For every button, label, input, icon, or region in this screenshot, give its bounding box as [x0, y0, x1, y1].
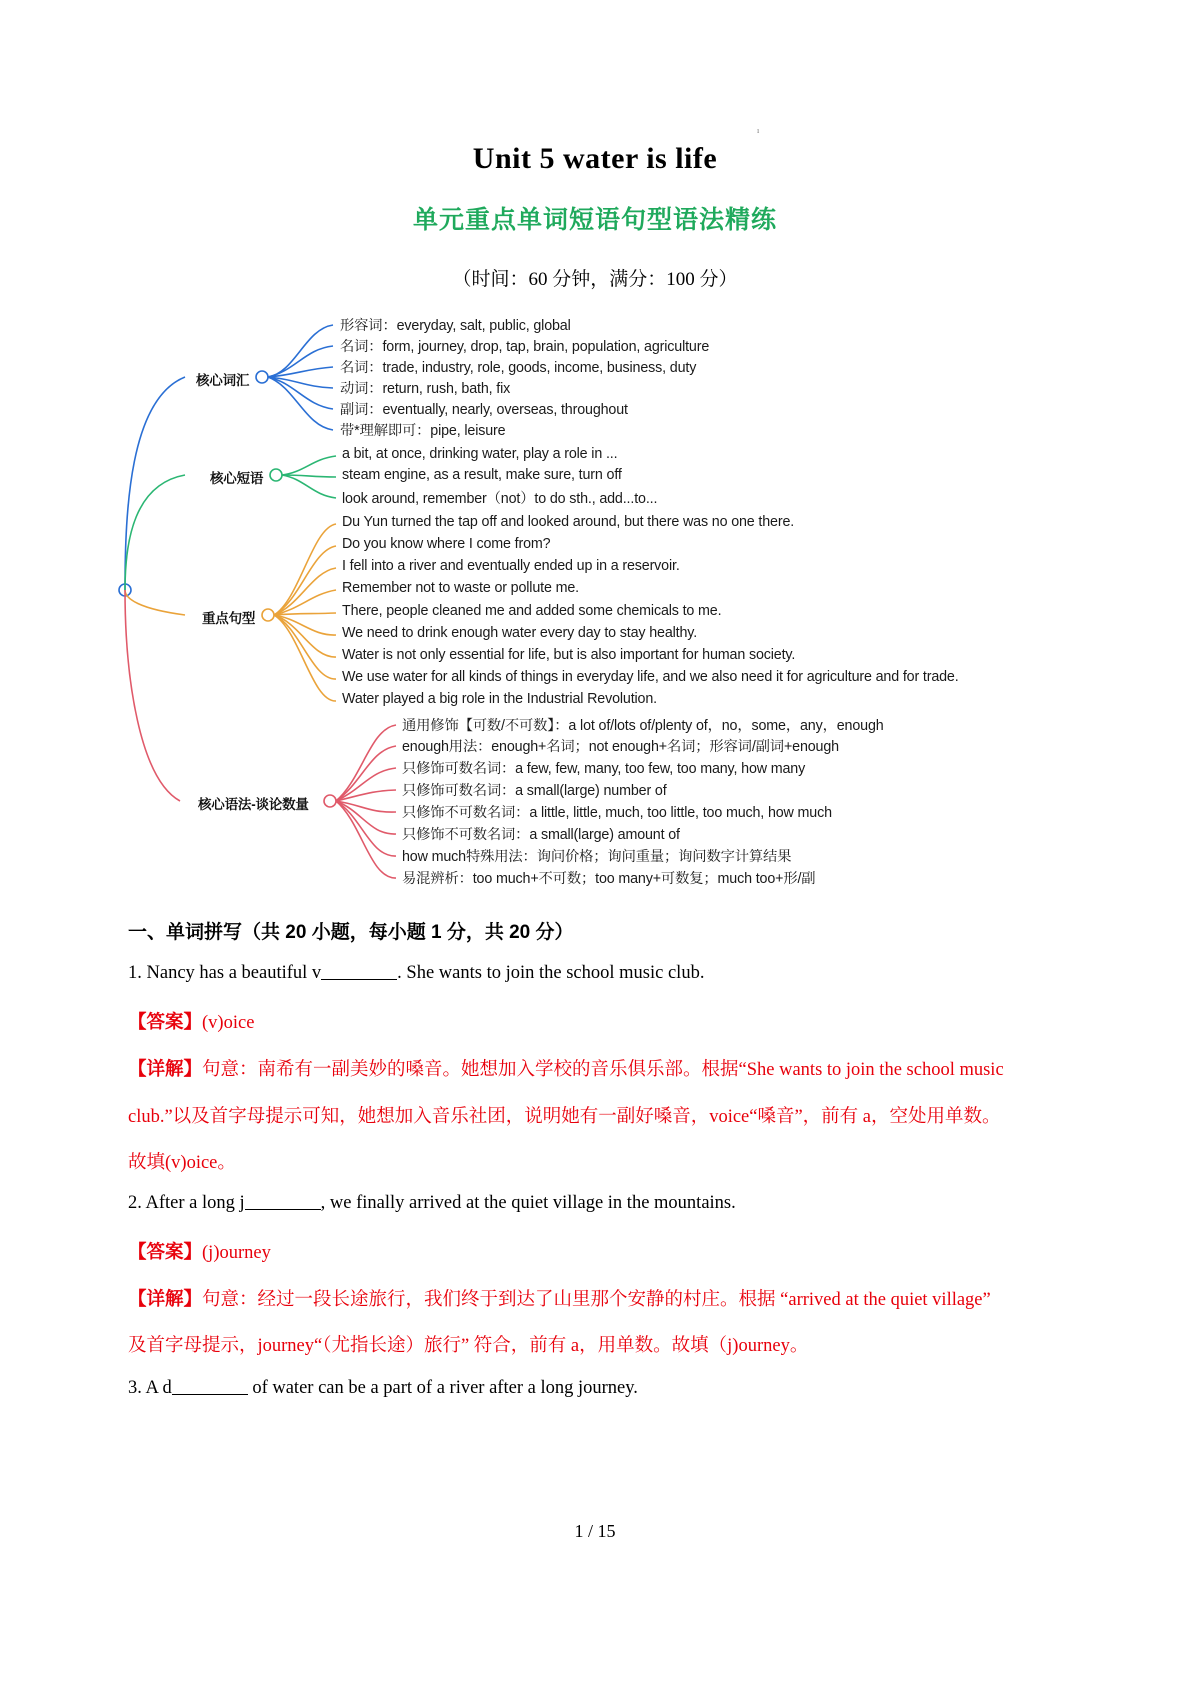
question-3-suffix: of water can be a part of a river after a long journey.: [247, 1378, 638, 1398]
mindmap-leaf: enough用法：enough+名词；not enough+名词；形容词/副词+enough: [402, 739, 839, 755]
section-title-word-spelling: 一、单词拼写（共 20 小题，每小题 1 分，共 20 分）: [128, 922, 574, 943]
explanation-text: 句意：南希有一副美妙的嗓音。她想加入学校的音乐俱乐部。根据“She wants to join the school music: [202, 1060, 1004, 1080]
branch-node-phrase: [270, 469, 282, 481]
branch-node-vocab: [256, 371, 268, 383]
page-subtitle: 单元重点单词短语句型语法精练: [412, 206, 777, 234]
question-2: [128, 1193, 736, 1214]
mindmap-leaf: Water is not only essential for life, but is also important for human society.: [342, 647, 796, 663]
answer-blank[interactable]: [245, 1209, 321, 1210]
explanation-tag: 【详解】: [128, 1288, 203, 1309]
explanation-text: 句意：经过一段长途旅行，我们终于到达了山里那个安静的村庄。根据 “arrived at the quiet village”: [202, 1290, 991, 1310]
stray-mark: ı: [757, 126, 760, 135]
explanation-2-line-2: 及首字母提示，journey“（尤指长途）旅行” 符合，前有 a，用单数。故填（j)ourney。: [128, 1336, 809, 1356]
mindmap-leaf: a bit, at once, drinking water, play a role in ...: [342, 446, 618, 462]
mindmap-leaf: how much特殊用法：询问价格；询问重量；询问数字计算结果: [402, 849, 792, 865]
mindmap-leaf: 易混辨析：too much+不可数；too many+可数复；much too+形/副: [402, 871, 816, 887]
mindmap-leaf: We need to drink enough water every day to stay healthy.: [342, 625, 698, 641]
answer-tag: 【答案】: [128, 1011, 203, 1032]
mindmap-leaf: I fell into a river and eventually ended up in a reservoir.: [342, 558, 680, 574]
mindmap-leaf: Du Yun turned the tap off and looked around, but there was no one there.: [342, 514, 795, 530]
mindmap: [0, 309, 1190, 909]
explanation-1-line-2: club.”以及首字母提示可知，她想加入音乐社团，说明她有一副好嗓音，voice“嗓音”，前有 a，空处用单数。: [128, 1107, 1001, 1127]
mindmap-leaf: 名词：form, journey, drop, tap, brain, population, agriculture: [340, 339, 710, 355]
mindmap-leaf: Remember not to waste or pollute me.: [342, 580, 579, 596]
answer-1: [128, 1008, 254, 1034]
mindmap-leaf: 只修饰可数名词：a small(large) number of: [402, 783, 667, 799]
mindmap-leaf: 只修饰不可数名词：a little, little, much, too little, too much, how much: [402, 805, 832, 821]
mindmap-branch-label-grammar: 核心语法-谈论数量: [198, 797, 309, 812]
mindmap-leaf: steam engine, as a result, make sure, turn off: [342, 467, 622, 483]
question-2-suffix: , we finally arrived at the quiet village in the mountains.: [320, 1193, 736, 1213]
mindmap-leaf: 动词：return, rush, bath, fix: [340, 381, 511, 397]
mindmap-leaf: 带*理解即可：pipe, leisure: [340, 423, 506, 439]
explanation-2-line-1: [128, 1285, 991, 1311]
mindmap-leaf: look around, remember（not）to do sth., add...to...: [342, 491, 658, 507]
page-footer: 1 / 15: [574, 1521, 616, 1541]
mindmap-leaf: Do you know where I come from?: [342, 536, 551, 552]
explanation-tag: 【详解】: [128, 1058, 203, 1079]
question-2-prefix: 2. After a long j: [128, 1193, 245, 1213]
answer-2: [128, 1238, 271, 1264]
mindmap-leaf: There, people cleaned me and added some chemicals to me.: [342, 603, 722, 619]
mindmap-leaf: 形容词：everyday, salt, public, global: [340, 318, 571, 334]
exam-meta: （时间：60 分钟，满分：100 分）: [452, 269, 738, 290]
mindmap-leaf: 通用修饰【可数/不可数】：a lot of/lots of/plenty of，no，some，any，enough: [402, 718, 884, 734]
answer-tag: 【答案】: [128, 1241, 203, 1262]
page-title: Unit 5 water is life: [472, 142, 718, 175]
explanation-1-line-1: [128, 1055, 1004, 1081]
question-1-suffix: . She wants to join the school music club.: [397, 963, 705, 983]
question-3: [128, 1378, 638, 1399]
mindmap-leaf: 只修饰可数名词：a few, few, many, too few, too many, how many: [402, 761, 806, 777]
mindmap-branch-label-sentence: 重点句型: [202, 611, 256, 626]
mindmap-leaf: 副词：eventually, nearly, overseas, throughout: [340, 402, 628, 418]
branch-node-grammar: [324, 795, 336, 807]
mindmap-branch-label-phrase: 核心短语: [210, 471, 264, 486]
mindmap-leaf: Water played a big role in the Industrial Revolution.: [342, 691, 657, 707]
question-1: [128, 963, 704, 984]
mindmap-leaf: 只修饰不可数名词：a small(large) amount of: [402, 827, 680, 843]
question-1-prefix: 1. Nancy has a beautiful v: [128, 963, 322, 983]
mindmap-branch-label-vocab: 核心词汇: [196, 373, 250, 388]
mindmap-leaf: 名词：trade, industry, role, goods, income, business, duty: [340, 360, 697, 376]
branch-node-sentence: [262, 609, 274, 621]
answer-value: (v)oice: [202, 1013, 255, 1033]
answer-value: (j)ourney: [202, 1243, 271, 1263]
answer-blank[interactable]: [321, 979, 397, 980]
question-3-prefix: 3. A d: [128, 1378, 172, 1398]
mindmap-leaf: We use water for all kinds of things in everyday life, and we also need it for agriculture and for trade.: [342, 669, 959, 685]
answer-blank[interactable]: [172, 1394, 248, 1395]
explanation-1-line-3: 故填(v)oice。: [128, 1153, 236, 1173]
